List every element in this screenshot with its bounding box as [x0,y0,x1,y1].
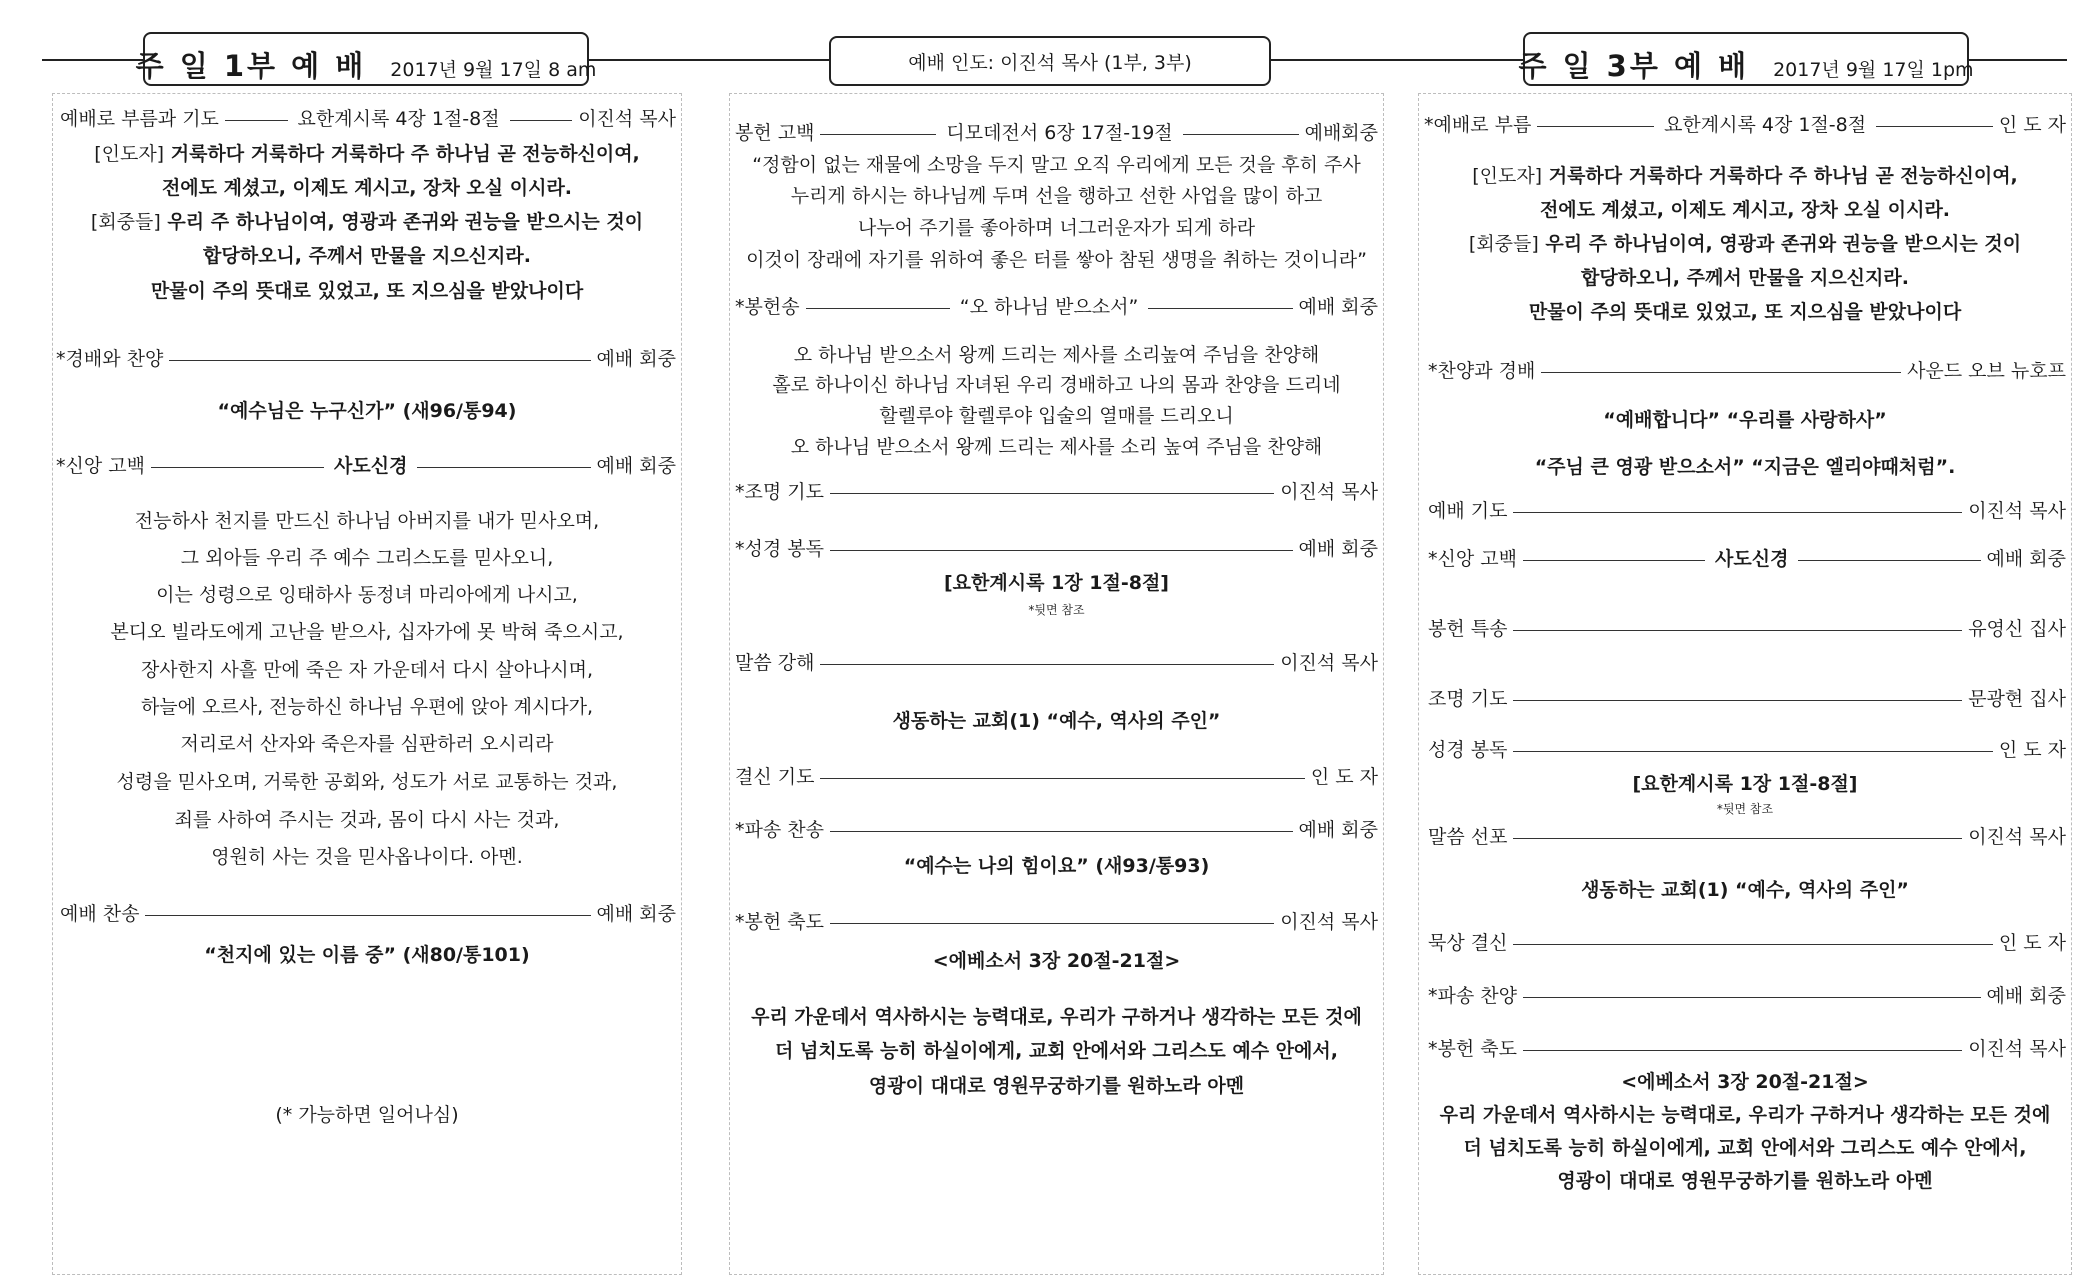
responsive-reading: [인도자] 거룩하다 거룩하다 거룩하다 주 하나님 곧 전능하신이여, [94,143,640,165]
order-row: 예배 기도 이진석 목사 [1428,500,2066,522]
order-row: 말씀 선포 이진석 목사 [1428,826,2066,848]
offering-lyrics: 오 하나님 받으소서 왕께 드리는 제사를 소리 높여 주님을 찬양해 [790,436,1323,458]
standing-note: (* 가능하면 일어나심) [275,1104,459,1126]
creed-line: 그 외아들 우리 주 예수 그리스도를 믿사오니, [180,547,554,569]
hymn-title: “천지에 있는 이름 중” (새80/통101) [204,944,530,966]
column-service1 [52,93,682,1275]
order-row: 성경 봉독 인 도 자 [1428,739,2066,761]
benediction-line: 더 넘치도록 능히 하실이에게, 교회 안에서와 그리스도 예수 안에서, [775,1040,1338,1062]
benediction-line: 영광이 대대로 영원무궁하기를 원하노라 아멘 [868,1075,1245,1097]
benediction-reference: <에베소서 3장 20절-21절> [932,950,1181,972]
offering-lyrics: 오 하나님 받으소서 왕께 드리는 제사를 소리높여 주님을 찬양해 [793,344,1320,366]
creed-line: 장사한지 사흘 만에 죽은 자 가운데서 다시 살아나시며, [140,659,594,681]
order-row: *신앙 고백 사도신경 예배 회중 [1428,548,2067,570]
sermon-title: 생동하는 교회(1) “예수, 역사의 주인” [1581,879,1909,901]
scripture-note: *뒷면 참조 [1028,603,1085,617]
order-row: *파송 찬송 예배 회중 [735,819,1378,841]
service3-datetime: 2017년 9월 17일 1pm [1773,59,1974,81]
benediction-reference: <에베소서 3장 20절-21절> [1621,1071,1869,1093]
order-row: *조명 기도 이진석 목사 [735,481,1378,503]
order-row: 봉헌 특송 유영신 집사 [1428,618,2066,640]
order-row: *찬양과 경배 사운드 오브 뉴호프 [1428,360,2066,382]
order-row: 결신 기도 인 도 자 [735,766,1378,788]
order-row: 말씀 강해 이진석 목사 [735,652,1378,674]
responsive-reading: 전에도 계셨고, 이제도 계시고, 장차 오실 이시라. [161,177,573,199]
offering-lyrics: 할렐루야 할렐루야 입술의 열매를 드리오니 [879,405,1234,427]
offering-verse: 나누어 주기를 좋아하며 너그러운자가 되게 하라 [857,217,1256,239]
order-row: *성경 봉독 예배 회중 [735,538,1378,560]
responsive-reading: [회중들] 우리 주 하나님이여, 영광과 존귀와 권능을 받으시는 것이 [1468,233,2022,255]
service1-title: 주 일 1부 예 배 [135,49,367,83]
responsive-reading: 만물이 주의 뜻대로 있었고, 또 지으심을 받았나이다 [150,280,584,302]
responsive-reading: [인도자] 거룩하다 거룩하다 거룩하다 주 하나님 곧 전능하신이여, [1472,165,2018,187]
offering-verse: 이것이 장래에 자기를 위하여 좋은 터를 쌓아 참된 생명을 취하는 것이니라” [746,249,1367,271]
order-row: *봉헌 축도 이진석 목사 [735,911,1378,933]
scripture-note: *뒷면 참조 [1716,802,1774,816]
creed-line: 본디오 빌라도에게 고난을 받으사, 십자가에 못 박혀 죽으시고, [110,621,624,643]
service3-title: 주 일 3부 예 배 [1518,49,1750,83]
hymn-title: “예수는 나의 힘이요” (새93/통93) [903,855,1210,877]
service1-title-box [135,32,597,86]
creed-line: 이는 성령으로 잉태하사 동정녀 마리아에게 나시고, [156,584,578,606]
creed-line: 성령을 믿사오며, 거룩한 공회와, 성도가 서로 교통하는 것과, [116,771,618,793]
responsive-reading: 합당하오니, 주께서 만물을 지으신지라. [203,245,531,267]
benediction-line: 우리 가운데서 역사하시는 능력대로, 우리가 구하거나 생각하는 모든 것에 [751,1006,1362,1028]
responsive-reading: 만물이 주의 뜻대로 있었고, 또 지으심을 받았나이다 [1528,301,1962,323]
offering-lyrics: 홀로 하나이신 하나님 자녀된 우리 경배하고 나의 몸과 찬양을 드리네 [772,374,1341,396]
praise-songs: “주님 큰 영광 받으소서” “지금은 엘리야때처럼”. [1534,456,1956,478]
order-row: 조명 기도 문광현 집사 [1428,688,2066,710]
order-row: *경배와 찬양 예배 회중 [56,348,676,370]
hymn-title: “예수님은 누구신가” (새96/통94) [217,400,517,422]
scripture-reference: [요한계시록 1장 1절-8절] [1632,773,1858,795]
order-row: 묵상 결신 인 도 자 [1428,932,2066,954]
service1-datetime: 2017년 9월 17일 8 am [390,59,597,81]
leader-box [829,36,1271,86]
order-row: *파송 찬양 예배 회중 [1428,985,2066,1007]
order-row: *봉헌 축도 이진석 목사 [1428,1038,2066,1060]
order-row: *예배로 부름 요한계시록 4장 1절-8절 인 도 자 [1424,114,2067,136]
creed-line: 죄를 사하여 주시는 것과, 몸이 다시 사는 것과, [174,809,560,831]
service3-title-box [1518,32,1974,86]
benediction-line: 더 넘치도록 능히 하실이에게, 교회 안에서와 그리스도 예수 안에서, [1463,1137,2027,1159]
creed-line: 하늘에 오르사, 전능하신 하나님 우편에 앉아 계시다가, [140,696,594,718]
order-row: *봉헌송 “오 하나님 받으소서” 예배 회중 [735,296,1379,318]
creed-line: 전능하사 천지를 만드신 하나님 아버지를 내가 믿사오며, [134,510,600,532]
responsive-reading: 합당하오니, 주께서 만물을 지으신지라. [1581,267,1909,289]
creed-line: 저리로서 산자와 죽은자를 심판하러 오시리라 [180,733,554,755]
benediction-line: 우리 가운데서 역사하시는 능력대로, 우리가 구하거나 생각하는 모든 것에 [1439,1104,2051,1126]
responsive-reading: 전에도 계셨고, 이제도 계시고, 장차 오실 이시라. [1539,199,1951,221]
praise-songs: “예배합니다” “우리를 사랑하사” [1603,409,1887,431]
order-row: 예배 찬송 예배 회중 [60,903,676,925]
offering-verse: 누리게 하시는 하나님께 두며 선을 행하고 선한 사업을 많이 하고 [790,185,1323,207]
order-row: 예배로 부름과 기도 요한계시록 4장 1절-8절 이진석 목사 [60,108,676,130]
worship-leader: 예배 인도: 이진석 목사 (1부, 3부) [908,52,1192,74]
responsive-reading: [회중들] 우리 주 하나님이여, 영광과 존귀와 권능을 받으시는 것이 [90,211,644,233]
order-row: 봉헌 고백 디모데전서 6장 17절-19절 예배회중 [735,122,1379,144]
sermon-title: 생동하는 교회(1) “예수, 역사의 주인” [892,710,1221,732]
scripture-reference: [요한계시록 1장 1절-8절] [944,572,1169,594]
offering-verse: “정함이 없는 재물에 소망을 두지 말고 오직 우리에게 모든 것을 후히 주사 [752,154,1361,176]
creed-line: 영원히 사는 것을 믿사옵나이다. 아멘. [211,846,523,868]
benediction-line: 영광이 대대로 영원무궁하기를 원하노라 아멘 [1557,1170,1933,1192]
order-row: *신앙 고백 사도신경 예배 회중 [56,455,677,477]
